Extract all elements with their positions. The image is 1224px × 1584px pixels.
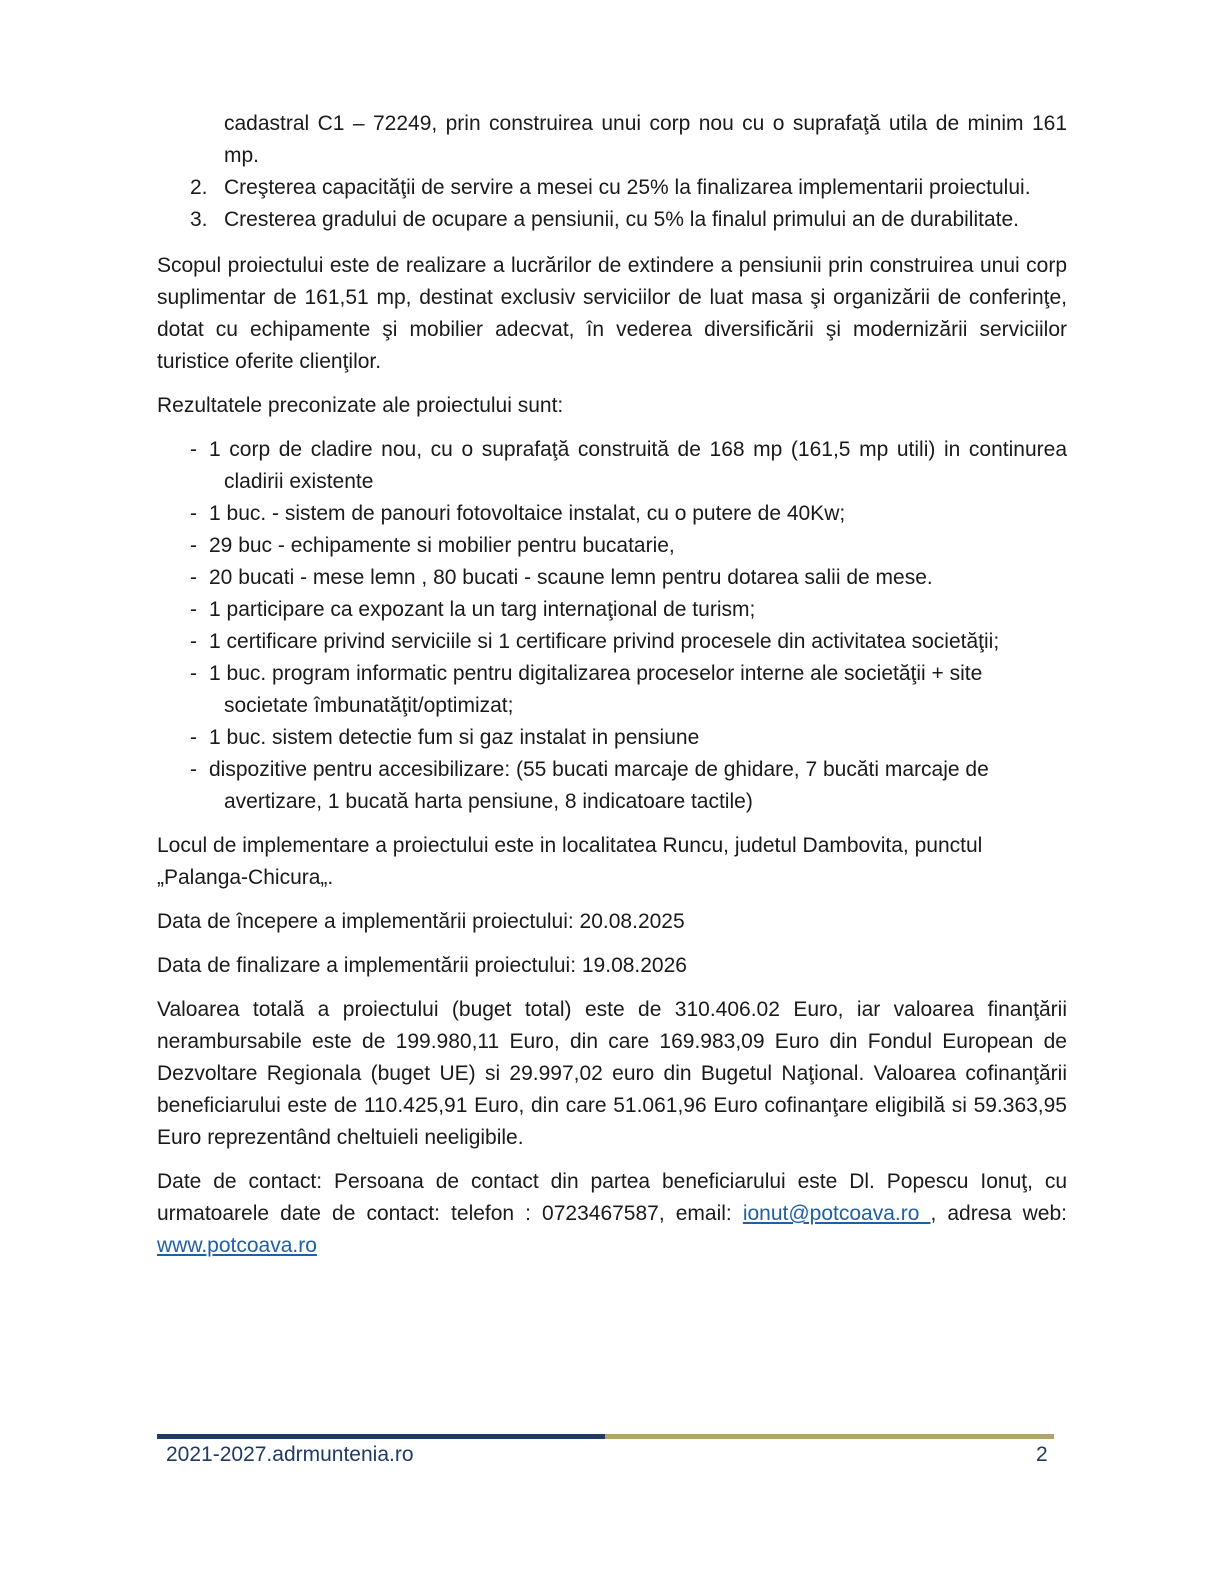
footer-divider-navy xyxy=(157,1434,605,1439)
result-item xyxy=(157,594,1067,626)
result-text: 1 buc. program informatic pentru digitalizarea proceselor interne ale societăţii + site societate îmbunatăţit/optimizat; xyxy=(209,662,983,717)
result-item xyxy=(157,626,1067,658)
page-number: 2 xyxy=(1036,1443,1048,1466)
result-text: 1 buc. sistem detectie fum si gaz instalat in pensiune xyxy=(209,726,700,749)
results-heading: Rezultatele preconizate ale proiectului sunt: xyxy=(157,394,564,417)
contact-paragraph xyxy=(157,1166,1067,1262)
dash-bullet: - xyxy=(190,598,197,621)
end-date: Data de finalizare a implementării proiectului: 19.08.2026 xyxy=(157,954,687,977)
result-item xyxy=(157,658,1067,722)
objective-text: Creşterea capacităţii de servire a mesei cu 25% la finalizarea implementarii proiectului. xyxy=(224,176,1031,199)
result-item xyxy=(157,722,1067,754)
email-link[interactable]: ionut@potcoava.ro xyxy=(742,1202,931,1225)
objective-number: 2. xyxy=(190,176,208,199)
dash-bullet: - xyxy=(190,502,197,525)
dash-bullet: - xyxy=(190,438,197,461)
result-text: 1 buc. - sistem de panouri fotovoltaice instalat, cu o putere de 40Kw; xyxy=(209,502,846,525)
website-link[interactable]: www.potcoava.ro xyxy=(157,1234,317,1257)
value-paragraph: Valoarea totală a proiectului (buget total) este de 310.406.02 Euro, iar valoarea finanţării nerambursabile este de 199.980,11 Euro, din care 169.983,09 Euro din Fondul European de Dezvoltare Regionala (buget UE) si 29.997,02 euro din Bugetul Naţional. Valoarea cofinanţării beneficiarului este de 110.425,91 Euro, din care 51.061,96 Euro cofinanţare eligibilă si 59.363,95 Euro reprezentând cheltuieli neeligibile. xyxy=(157,998,1067,1149)
dash-bullet: - xyxy=(190,630,197,653)
scope-paragraph: Scopul proiectului este de realizare a lucrărilor de extindere a pensiunii prin construirea unui corp suplimentar de 161,51 mp, destinat exclusiv serviciilor de luat masa şi organizării de conferinţe, dotat cu echipamente şi mobilier adecvat, în vederea diversificării şi modernizării serviciilor turistice oferite clienţilor. xyxy=(157,254,1067,373)
dash-bullet: - xyxy=(190,566,197,589)
objective-item-2 xyxy=(157,172,1067,204)
footer-divider-gold xyxy=(605,1434,1054,1439)
objectives-list xyxy=(157,108,1067,236)
dash-bullet: - xyxy=(190,534,197,557)
result-item xyxy=(157,498,1067,530)
location-paragraph: Locul de implementare a proiectului este in localitatea Runcu, judetul Dambovita, punctul „Palanga-Chicura„. xyxy=(157,834,983,889)
objective-text: Cresterea gradului de ocupare a pensiunii, cu 5% la finalul primului an de durabilitate. xyxy=(224,208,1019,231)
objective-item-3 xyxy=(157,204,1067,236)
contact-text: Date de contact: Persoana de contact din partea beneficiarului este Dl. Popescu Ionuţ, cu urmatoarele date de contact: telefon : 0723467587, email: xyxy=(157,1170,1067,1225)
footer-divider xyxy=(157,1434,1054,1439)
footer-website: 2021-2027.adrmuntenia.ro xyxy=(166,1443,414,1466)
result-text: 29 buc - echipamente si mobilier pentru bucatarie, xyxy=(209,534,675,557)
dash-bullet: - xyxy=(190,726,197,749)
result-text: dispozitive pentru accesibilizare: (55 bucati marcaje de ghidare, 7 bucăti marcaje de avertizare, 1 bucată harta pensiune, 8 indicatoare tactile) xyxy=(209,758,989,813)
result-text: 1 certificare privind serviciile si 1 certificare privind procesele din activitatea societăţii; xyxy=(209,630,1000,653)
result-text: 20 bucati - mese lemn , 80 bucati - scaune lemn pentru dotarea salii de mese. xyxy=(209,566,933,589)
objective-number: 3. xyxy=(190,208,208,231)
page-content xyxy=(157,108,1067,1274)
objective-continuation: cadastral C1 – 72249, prin construirea unui corp nou cu o suprafaţă utila de minim 161 mp. xyxy=(224,112,1067,167)
result-item xyxy=(157,562,1067,594)
result-text: 1 participare ca expozant la un targ internaţional de turism; xyxy=(209,598,756,621)
result-item xyxy=(157,434,1067,498)
dash-bullet: - xyxy=(190,662,197,685)
result-item xyxy=(157,530,1067,562)
contact-text-middle: , adresa web: xyxy=(930,1202,1068,1225)
result-text: 1 corp de cladire nou, cu o suprafaţă construită de 168 mp (161,5 mp utili) in continurea cladirii existente xyxy=(209,438,1067,493)
dash-bullet: - xyxy=(190,758,197,781)
result-item xyxy=(157,754,1067,818)
results-list xyxy=(157,434,1067,818)
start-date: Data de începere a implementării proiectului: 20.08.2025 xyxy=(157,910,685,933)
